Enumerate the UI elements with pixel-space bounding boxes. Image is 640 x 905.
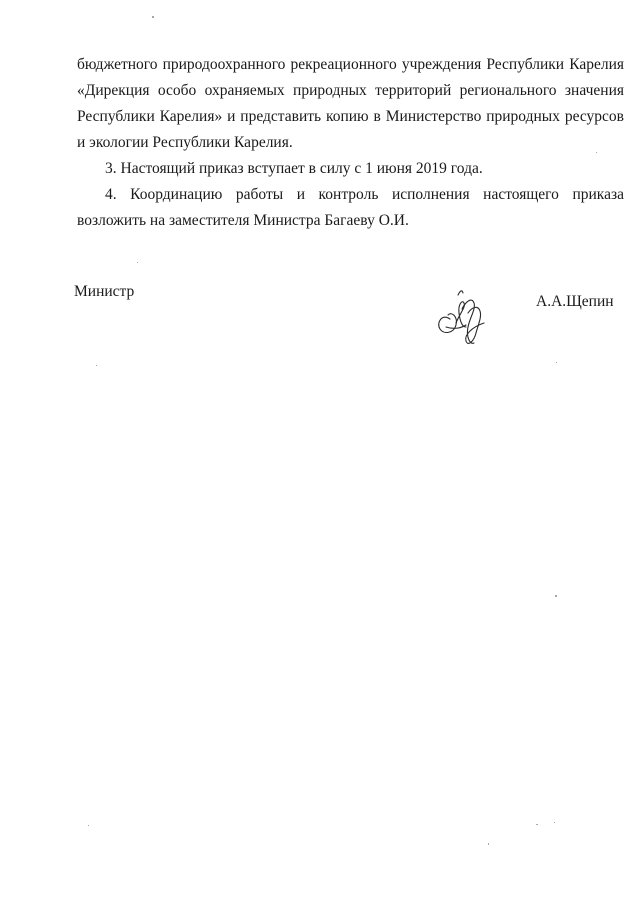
scan-speck	[556, 362, 557, 363]
paragraph-continuation: бюджетного природоохранного рекреационного учреждения Республики Карелия «Дирекция особо охраняемых природных территорий регионального значения Республики Карелия» и представить копию в Министерство природных ресурсов и экологии Республики Карелия.	[77, 56, 624, 151]
signer-position: Министр	[74, 283, 135, 300]
scan-speck	[596, 152, 597, 153]
signature-block	[0, 283, 640, 353]
scan-speck	[536, 824, 538, 825]
document-body	[77, 52, 624, 234]
scan-speck	[555, 595, 557, 597]
paragraph-item-4: 4. Координацию работы и контроль исполнения настоящего приказа возложить на заместителя Министра Багаеву О.И.	[77, 186, 624, 229]
scan-speck	[488, 843, 489, 845]
scan-speck	[96, 365, 97, 366]
scan-speck	[88, 825, 89, 826]
paragraph-item-3: 3. Настоящий приказ вступает в силу с 1 июня 2019 года.	[105, 160, 483, 177]
handwritten-signature-icon	[432, 283, 494, 351]
scan-speck	[137, 262, 138, 263]
scan-speck	[152, 16, 154, 18]
scan-speck	[554, 822, 555, 823]
signer-name: А.А.Щепин	[536, 293, 614, 310]
